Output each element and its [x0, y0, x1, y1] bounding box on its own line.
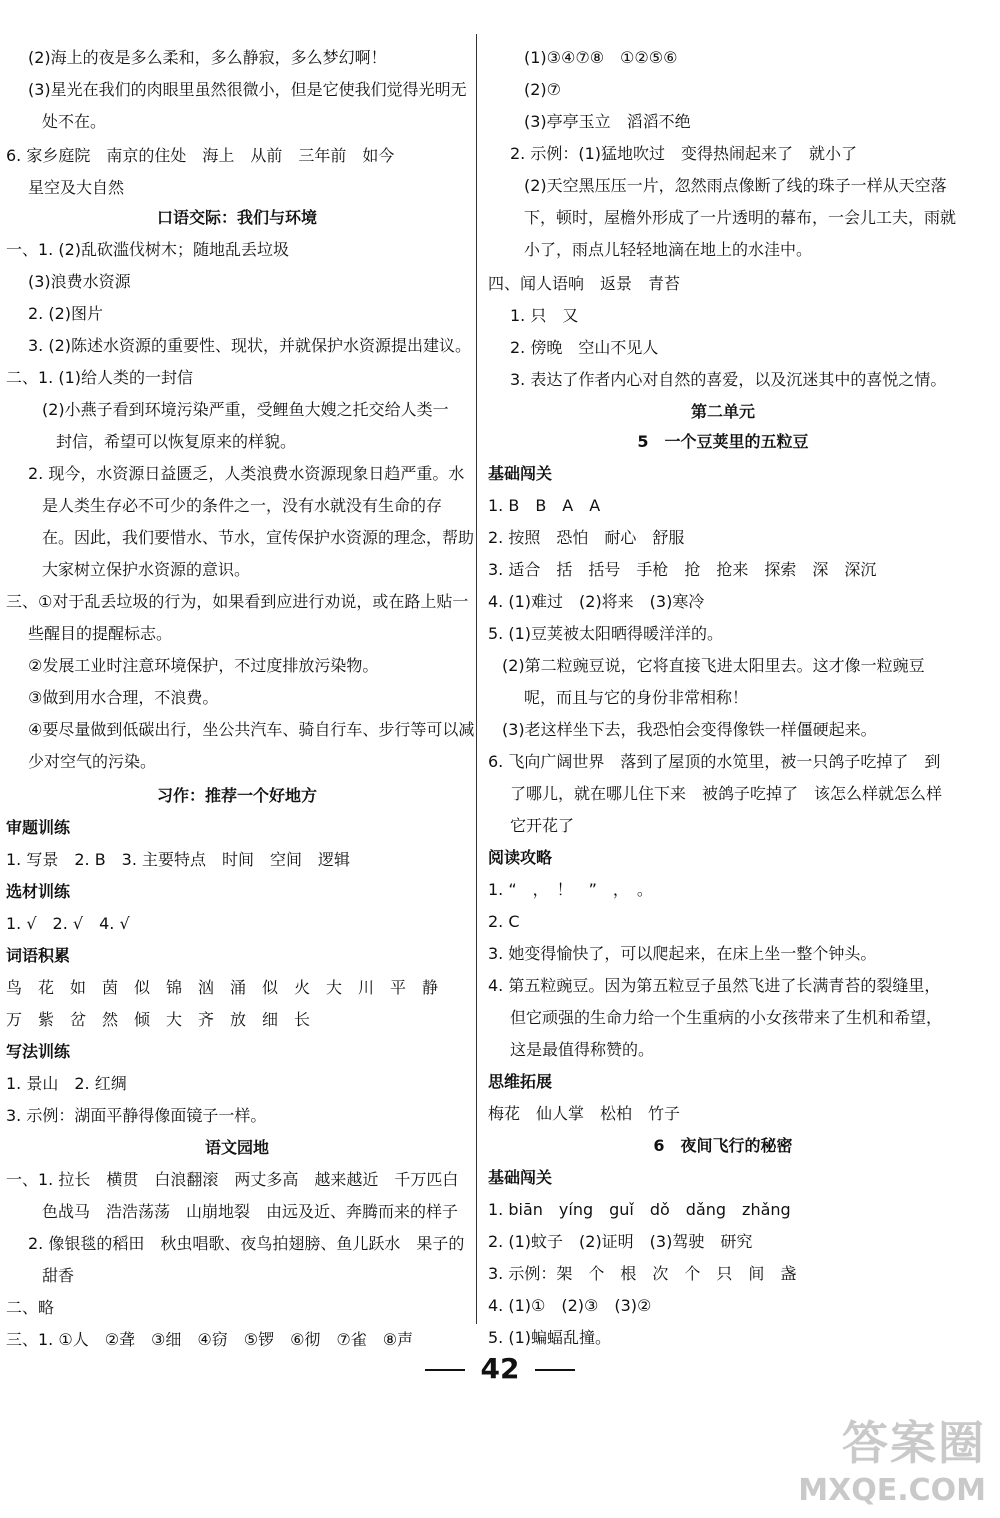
answer-line: (3)浪费水资源 [28, 272, 131, 291]
answer-line: 1. biān yíng guǐ dǒ dǎng zhǎng [488, 1200, 791, 1219]
watermark-url: MXQE.COM [798, 1473, 986, 1508]
answer-line: 二、1. (1)给人类的一封信 [6, 368, 194, 387]
answer-line: 2. 傍晚 空山不见人 [510, 338, 659, 357]
answer-line: 万 紫 岔 然 倾 大 齐 放 细 长 [6, 1010, 311, 1029]
answer-line: 甜香 [42, 1266, 75, 1285]
page-number [0, 1352, 1000, 1385]
section-heading: 习作：推荐一个好地方 [156, 786, 317, 805]
section-heading: 5 一个豆荚里的五粒豆 [637, 432, 809, 451]
section-heading: 6 夜间飞行的秘密 [653, 1136, 793, 1155]
answer-line: ②发展工业时注意环境保护，不过度排放污染物。 [28, 656, 379, 675]
answer-line: ③做到用水合理，不浪费。 [28, 688, 219, 707]
answer-line: 四、闻人语响 返景 青苔 [488, 274, 681, 293]
answer-line: 2. (2)图片 [28, 304, 104, 323]
answer-line: (1)③④⑦⑧ ①②⑤⑥ [524, 48, 678, 67]
answer-line: 4. 第五粒豌豆。因为第五粒豆子虽然飞进了长满青苔的裂缝里， [488, 976, 941, 995]
answer-line: (3)亭亭玉立 滔滔不绝 [524, 112, 691, 131]
answer-line: 星空及大自然 [28, 178, 125, 197]
answer-line: 大家树立保护水资源的意识。 [42, 560, 251, 579]
answer-line: 2. 现今，水资源日益匮乏，人类浪费水资源现象日趋严重。水 [28, 464, 465, 483]
answer-line: (3)星光在我们的肉眼里虽然很微小，但是它使我们觉得光明无 [28, 80, 467, 99]
answer-line: 二、略 [6, 1298, 55, 1317]
answer-line: 3. 示例：架 个 根 次 个 只 间 盏 [488, 1264, 797, 1283]
answer-line: 5. (1)豆荚被太阳晒得暖洋洋的。 [488, 624, 724, 643]
column-divider [476, 34, 477, 1324]
answer-line: 呢，而且与它的身份非常相称！ [524, 688, 749, 707]
answer-line: 6. 家乡庭院 南京的住处 海上 从前 三年前 如今 [6, 146, 395, 165]
answer-line: 2. 按照 恐怕 耐心 舒服 [488, 528, 685, 547]
page-number-right-dash [535, 1369, 575, 1371]
answer-line: 3. 表达了作者内心对自然的喜爱，以及沉迷其中的喜悦之情。 [510, 370, 947, 389]
subsection-heading: 基础闯关 [488, 464, 553, 483]
subsection-heading: 词语积累 [6, 946, 71, 965]
subsection-heading: 审题训练 [6, 818, 71, 837]
answer-line: 1. “ ， ！ ” ， 。 [488, 880, 653, 899]
answer-line: 梅花 仙人掌 松柏 竹子 [488, 1104, 681, 1123]
subsection-heading: 选材训练 [6, 882, 71, 901]
answer-line: 在。因此，我们要惜水、节水，宣传保护水资源的理念，帮助 [42, 528, 475, 547]
answer-line: 1. B B A A [488, 496, 601, 515]
answer-line: 2. 像银毯的稻田 秋虫唱歌、夜鸟拍翅膀、鱼儿跃水 果子的 [28, 1234, 465, 1253]
watermark-logo [798, 1407, 986, 1508]
answer-line: 小了，雨点儿轻轻地滴在地上的水洼中。 [524, 240, 813, 259]
answer-line: 1. 写景 2. B 3. 主要特点 时间 空间 逻辑 [6, 850, 351, 869]
section-heading: 第二单元 [690, 402, 755, 421]
answer-line: 4. (1)① (2)③ (3)② [488, 1296, 652, 1315]
answer-line: 一、1. 拉长 横贯 白浪翻滚 两丈多高 越来越近 千万匹白 [6, 1170, 459, 1189]
answer-line: 少对空气的污染。 [28, 752, 157, 771]
answer-line: (3)老这样坐下去，我恐怕会变得像铁一样僵硬起来。 [502, 720, 877, 739]
answer-line: 了哪儿，就在哪儿住下来 被鸽子吃掉了 该怎么样就怎么样 [510, 784, 943, 803]
answer-line: 2. 示例：(1)猛地吹过 变得热闹起来了 就小了 [510, 144, 858, 163]
answer-line: 3. 她变得愉快了，可以爬起来，在床上坐一整个钟头。 [488, 944, 877, 963]
answer-line: 2. (1)蚊子 (2)证明 (3)驾驶 研究 [488, 1232, 753, 1251]
subsection-heading: 阅读攻略 [488, 848, 553, 867]
answer-line: (2)小燕子看到环境污染严重，受鲤鱼大嫂之托交给人类一 [42, 400, 449, 419]
answer-line: 这是最值得称赞的。 [510, 1040, 655, 1059]
answer-line: 3. 示例：湖面平静得像面镜子一样。 [6, 1106, 267, 1125]
answer-line: 处不在。 [42, 112, 107, 131]
answer-line: ④要尽量做到低碳出行，坐公共汽车、骑自行车、步行等可以减 [28, 720, 475, 739]
watermark-text: 答案圈 [842, 1416, 986, 1470]
answer-line: 一、1. (2)乱砍滥伐树木；随地乱丢垃圾 [6, 240, 290, 259]
answer-line: 但它顽强的生命力给一个生重病的小女孩带来了生机和希望， [510, 1008, 943, 1027]
subsection-heading: 写法训练 [6, 1042, 71, 1061]
page-number-left-dash [425, 1369, 465, 1371]
answer-line: 鸟 花 如 茵 似 锦 汹 涌 似 火 大 川 平 静 [6, 978, 439, 997]
answer-line: 1. √ 2. √ 4. √ [6, 914, 130, 933]
answer-line: 1. 只 又 [510, 306, 579, 325]
answer-line: 3. (2)陈述水资源的重要性、现状，并就保护水资源提出建议。 [28, 336, 472, 355]
answer-line: (2)海上的夜是多么柔和，多么静寂，多么梦幻啊！ [28, 48, 387, 67]
page-number-value: 42 [480, 1352, 520, 1385]
answer-line: 封信，希望可以恢复原来的样貌。 [56, 432, 297, 451]
answer-line: 1. 景山 2. 红绸 [6, 1074, 127, 1093]
answer-line: 它开花了 [510, 816, 575, 835]
answer-line: (2)第二粒豌豆说，它将直接飞进太阳里去。这才像一粒豌豆 [502, 656, 925, 675]
answer-line: 4. (1)难过 (2)将来 (3)寒冷 [488, 592, 705, 611]
answer-line: 三、1. ①人 ②聋 ③细 ④窃 ⑤锣 ⑥彻 ⑦雀 ⑧声 [6, 1330, 414, 1349]
answer-line: 色战马 浩浩荡荡 山崩地裂 由远及近、奔腾而来的样子 [42, 1202, 459, 1221]
answer-line: 6. 飞向广阔世界 落到了屋顶的水笕里，被一只鸽子吃掉了 到 [488, 752, 941, 771]
answer-line: 下，顿时，屋檐外形成了一片透明的幕布，一会儿工夫，雨就 [524, 208, 957, 227]
answer-line: (2)天空黑压压一片，忽然雨点像断了线的珠子一样从天空落 [524, 176, 947, 195]
subsection-heading: 基础闯关 [488, 1168, 553, 1187]
answer-line: 3. 适合 括 括号 手枪 抢 抢来 探索 深 深沉 [488, 560, 877, 579]
answer-line: 些醒目的提醒标志。 [28, 624, 173, 643]
answer-line: 2. C [488, 912, 520, 931]
answer-line: 是人类生存必不可少的条件之一，没有水就没有生命的存 [42, 496, 443, 515]
section-heading: 口语交际：我们与环境 [156, 208, 317, 227]
answer-line: 5. (1)蝙蝠乱撞。 [488, 1328, 612, 1347]
answer-line: 三、①对于乱丢垃圾的行为，如果看到应进行劝说，或在路上贴一 [6, 592, 469, 611]
section-heading: 语文园地 [204, 1138, 269, 1157]
answer-line: (2)⑦ [524, 80, 562, 99]
subsection-heading: 思维拓展 [488, 1072, 553, 1091]
